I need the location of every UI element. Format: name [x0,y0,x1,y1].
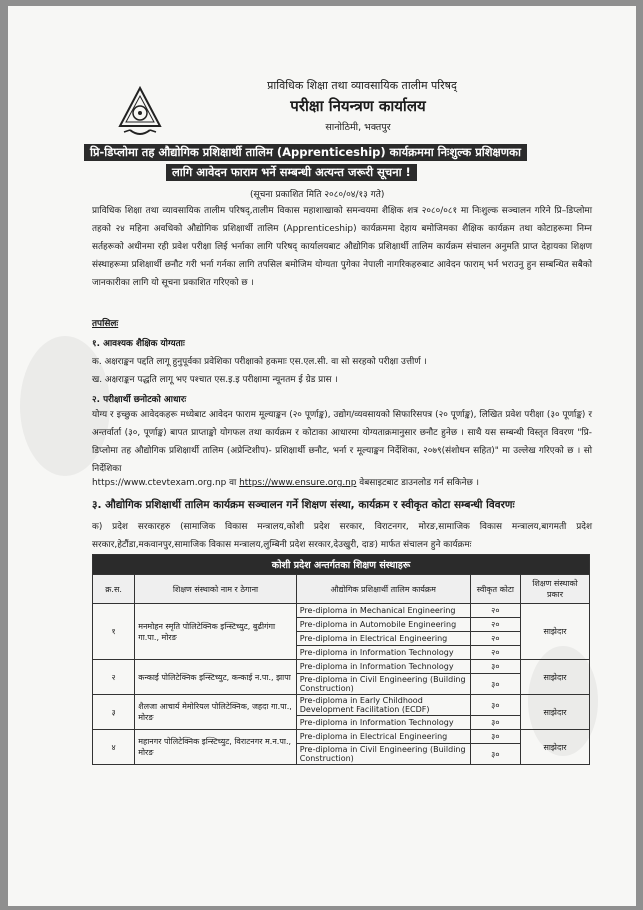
table-row: Pre-diploma in Information Technology २० [93,646,590,660]
section-1-item-a: क. अक्षराङ्कन पद्दति लागू हुनुपूर्वका प्रवेशिका परीक्षाको हकमाः एस.एल.सी. वा सो सरहको परीक्षा उत्तीर्ण । [92,357,427,367]
col-header-sn: क्र.स. [93,575,135,604]
download-line: https://www.ctevtexam.org.np वा https://www.ensure.org.np वेबसाइटबाट डाउनलोड गर्न सकिनेछ । [92,478,479,488]
table-row: Pre-diploma in Civil Engineering (Building Construction) ३० [93,674,590,695]
ensure-link[interactable]: https://www.ensure.org.np [239,478,357,488]
col-header-quota: स्वीकृत कोटा [470,575,520,604]
col-header-institute: शिक्षण संस्थाको नाम र ठेगाना [135,575,297,604]
section-3-heading: ३. औद्योगिक प्रशिक्षार्थी तालिम कार्यक्रम सञ्चालन गर्ने शिक्षण संस्था, कार्यक्रम र स्वीकृत कोटा सम्बन्धी विवरणः [92,499,515,511]
table-row: Pre-diploma in Civil Engineering (Building Construction) ३० [93,744,590,765]
office-location: सानोठिमी, भक्तपुर [325,122,391,133]
council-name: प्राविधिक शिक्षा तथा व्यावसायिक तालीम परिषद् [267,79,457,92]
table-header-row [93,575,590,604]
section-3-paragraph: क) प्रदेश सरकारहरु (सामाजिक विकास मन्त्रालय,कोशी प्रदेश सरकार, विराटनगर, मोरङ,सामाजिक विकास मन्त्रालय,बागमती प्रदेश सरकार,हेटौंडा,मकवानपुर,सामाजिक विकास मन्त्रालय,लुम्बिनी प्रदेश सरकार,देउखुरी, दाङ) मार्फत संचालन हुने कार्यक्रमः [92,522,592,550]
col-header-program: औद्योगिक प्रशिक्षार्थी तालिम कार्यक्रम [296,575,470,604]
section-2-paragraph: योग्य र इच्छुक आवेदकहरू मध्येबाट आवेदन फाराम मूल्याङ्कन (२० पूर्णाङ्क), उद्योग/व्यवसायको सिफारिसपत्र (२० पूर्णाङ्क), लिखित प्रवेश परीक्षा (३० पूर्णाङ्क) र अन्तर्वार्ता (३०, पूर्णाङ्क) बापत प्राप्ताङ्को योगफल तथा कार्यक्रम र कोटाका आधारमा योग्यताक्रमानुसार छनौट हुनेछ । साथै यस सम्बन्धी विस्तृत विवरण "प्रि-डिप्लोमा तह औद्योगिक प्रशिक्षार्थी तालिम (अप्रेन्टिशीप)- प्रशिक्षार्थी छनौट, भर्ना र मूल्याङ्कन निर्देशिका, २०७९(संशोधन सहित)" मा उल्लेख गरिएको छ । सो निर्देशिका [92,410,592,474]
tapasil-heading: तपसिलः [92,319,119,329]
table-row: ३ शैलजा आचार्य मेमोरियल पोलिटेक्निक, जहदा गा.पा., मोरङ Pre-diploma in Early Childhood Development Facilitation (ECDF) ३० साझेदार [93,695,590,716]
section-2-heading: २. परीक्षार्थी छनोटको आधारः [92,395,187,405]
notice-title-line-1: प्रि-डिप्लोमा तह औद्योगिक प्रशिक्षार्थी तालिम (Apprenticeship) कार्यक्रममा निःशुल्क प्रशिक्षणका [84,144,527,161]
section-1-item-b: ख. अक्षराङ्कन पद्धति लागू भए पश्चात एस.इ.इ परीक्षामा न्यूनतम ई ग्रेड प्रास । [92,375,338,385]
publish-date: (सूचना प्रकाशित मिति २०८०/०४/१३ गते) [250,190,385,200]
office-name: परीक्षा नियन्त्रण कार्यालय [290,97,426,115]
table-row: १ मनमोहन स्मृति पोलिटेक्निक इन्स्टिच्युट, बुढीगंगा गा.पा., मोरङ Pre-diploma in Mechanical Engineering २० साझेदार [93,604,590,618]
table-title: कोशी प्रदेश अन्तर्गतका शिक्षण संस्थाहरू [93,555,590,575]
table-row: Pre-diploma in Electrical Engineering २० [93,632,590,646]
intro-paragraph: प्राविधिक शिक्षा तथा व्यावसायिक तालीम परिषद्,तालीम विकास महाशाखाको समन्वयमा शैक्षिक शत्र २०८०/०८१ मा निःशुल्क सञ्चालन गरिने प्रि–डिप्लोमा तहको २४ महिना अवधिको औद्योगिक प्रशिक्षार्थी तालिम (Apprenticeship) कार्यक्रममा देहाय बमोजिमका शैक्षिक कार्यक्रम तथा कोटाहरूमा निम्न सर्तहरूको अधीनमा रही प्रवेश परीक्षा लिई भर्नाका लागि परिषद् कार्यालयबाट औद्योगिक प्रशिक्षार्थी तालिम कार्यक्रम संचालन अनुमति प्राप्त देहायका शिक्षण संस्थाहरूमा प्रशिक्षार्थी छनौट गरी भर्ना गर्नका लागि तपसिल बमोजिम योग्यता पुगेका नेपाली नागरिकहरुबाट आवेदन फाराम् भर्न भराउनु हुन सम्बन्धित सबैको जानकारीका लागि यो सूचना प्रकाशित गरिएको छ । [92,206,592,288]
table-row: Pre-diploma in Automobile Engineering २० [93,618,590,632]
ctevt-exam-link[interactable]: https://www.ctevtexam.org.np [92,478,227,488]
table-row: Pre-diploma in Information Technology ३० [93,716,590,730]
notice-page [8,6,636,906]
notice-title-line-2: लागि आवेदन फाराम भर्ने सम्बन्धी अत्यन्त जरूरी सूचना ! [166,164,417,181]
col-header-type: शिक्षण संस्थाको प्रकार [521,575,590,604]
section-1-heading: १. आवश्यक शैक्षिक योग्यताः [92,339,185,349]
institutes-table [92,554,590,765]
table-row: ४ महानगर पोलिटेक्निक इन्स्टिच्युट, विराटनगर म.न.पा., मोरङ Pre-diploma in Electrical Engineering ३० साझेदार [93,730,590,744]
table-row: २ कन्काई पोलिटेक्निक इन्स्टिच्युट, कन्काई न.पा., झापा Pre-diploma in Information Technology ३० साझेदार [93,660,590,674]
